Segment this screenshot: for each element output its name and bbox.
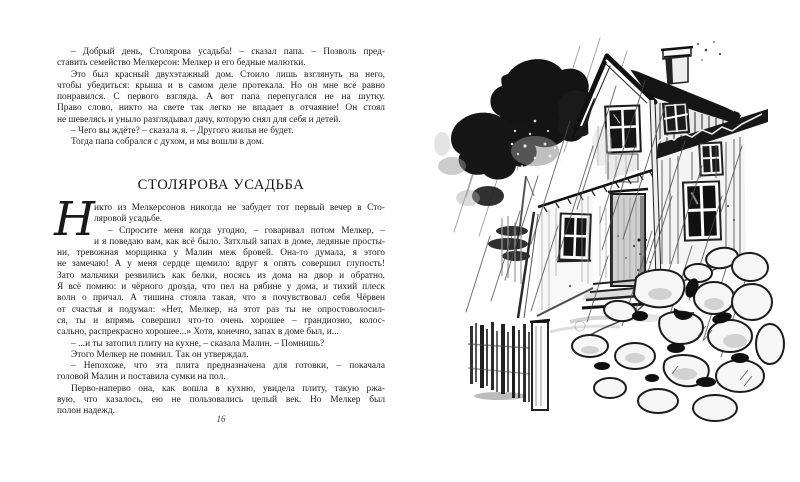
text-line: не шевелясь и уныло разглядывал дачу, которую снял для себя и детей.: [57, 114, 341, 125]
paragraph: [57, 226, 385, 339]
paragraph: [57, 126, 385, 137]
text-line: ни, тревожная морщинка у Малин меж бровей. Она-то думала, я этого: [57, 248, 385, 259]
text-line: – Добрый день, Столярова усадьба! – сказал папа. – Позволь пред-: [71, 47, 385, 57]
paragraph: [57, 350, 385, 361]
door: [608, 189, 648, 286]
paragraph: [57, 361, 385, 384]
text-line: понравился. С первого взгляда. А вот папа перепугался не на шутку.: [57, 92, 385, 103]
text-line: головой Малин и поставила сумки на пол.: [57, 372, 226, 383]
text-line: Это был красный двухэтажный дом. Стоило лишь взглянуть на него,: [71, 69, 385, 80]
paragraph: [57, 384, 385, 418]
text-line: Зато мальчики резвились как белки, носясь из дома на двор и обратно.: [57, 270, 385, 281]
picket-fence: [468, 320, 550, 410]
text-line: ся, ты и впрямь совершил что-то очень хорошее – грандиозно, колос-: [57, 315, 385, 326]
drop-cap: Н: [54, 192, 95, 247]
text-line: сально, распрекрасно хорошее...» Хотя, конечно, запах в доме был, и...: [57, 327, 339, 338]
side-window: [557, 213, 593, 262]
text-line: Перво-наперво она, как вошла в кухню, увидела плиту, такую ржа-: [71, 383, 385, 394]
paragraph: [57, 47, 385, 70]
right-page: [400, 0, 800, 482]
chapter-text: [54, 192, 385, 418]
wing-lower-window: [683, 181, 721, 240]
text-line: и я поведаю вам, как всё было. Затхлый запах в доме, ледяные просты-: [94, 236, 385, 247]
text-line: полон надежд.: [57, 406, 116, 417]
house-illustration: [430, 26, 788, 454]
text-line: вую, что казалось, ею не пользовались целый век. Но Мелкер был: [57, 395, 385, 406]
paragraph: [57, 339, 385, 350]
text-line: не замечаю! А у меня сердце щемило: вдруг я опять совершил глупость!: [57, 259, 385, 270]
text-line: от счастья и подумал: «Нет, Мелкер, на этот раз ты не опростоволосил-: [57, 304, 385, 315]
text-line: ставить семейство Мелкерсон: Мелкер и его бедные малютки.: [57, 58, 306, 69]
wing-upper-window: [699, 142, 723, 175]
page-number: 16: [216, 414, 226, 424]
text-line: Этого Мелкер не помнил. Так он утверждал.: [71, 349, 249, 360]
text-line: – Спросите меня когда угодно, – говаривал потом Мелкер, –: [108, 225, 385, 236]
text-line: Я всё помню: и чёрного дрозда, что пел на рябине у дома, и тихий плеск: [57, 282, 385, 293]
chapter-heading: СТОЛЯРОВА УСАДЬБА: [137, 177, 305, 193]
text-line: – ...и ты затопил плиту на кухне, – сказала Малин. – Помнишь?: [71, 338, 325, 349]
text-line: – Непохоже, что эта плита предназначена для готовки, – покачала: [71, 361, 385, 372]
left-page: [54, 0, 385, 482]
paragraph: [57, 70, 385, 126]
paragraph: [57, 137, 385, 148]
text-line: икто из Мелкерсонов никогда не забудет тот первый вечер в Сто-: [94, 203, 385, 213]
text-line: Тогда папа собрался с духом, и мы вошли в дом.: [71, 137, 264, 148]
text-line: – Чего вы ждёте? – сказала я. – Другого жилья не будет.: [71, 126, 294, 137]
attic-window: [662, 101, 690, 135]
text-line: Право слово, никто на свете так легко не впадает в отчаяние! Он стоял: [57, 103, 385, 114]
text-line: чтобы убедиться: крыша и в самом деле протекала. Но он мне всё равно: [57, 80, 385, 91]
text-line: ляровой усадьбе.: [94, 214, 163, 225]
text-line: волн о причал. А тишина стояла такая, что я почувствовал себя Чёрвен: [57, 293, 385, 304]
intro-text: [57, 47, 385, 149]
